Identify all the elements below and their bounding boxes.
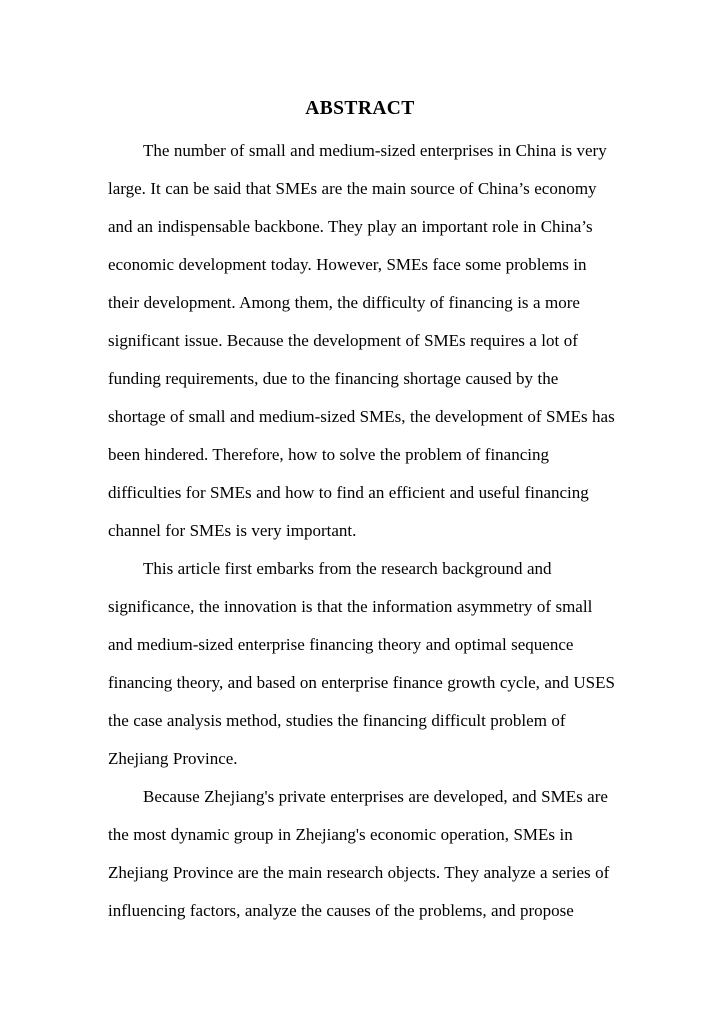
page-title: ABSTRACT: [305, 98, 415, 120]
abstract-body: [108, 132, 616, 930]
paragraph: This article first embarks from the research background and significance, the innovation is that the information asymmetry of small and medium-sized enterprise financing theory and optimal sequence financing theory, and based on enterprise finance growth cycle, and USES the case analysis method, studies the financing difficult problem of Zhejiang Province.: [108, 559, 615, 768]
paragraph: The number of small and medium-sized enterprises in China is very large. It can be said that SMEs are the main source of China’s economy and an indispensable backbone. They play an important role in China’s economic development today. However, SMEs face some problems in their development. Among them, the difficulty of financing is a more significant issue. Because the development of SMEs requires a lot of funding requirements, due to the financing shortage caused by the shortage of small and medium-sized SMEs, the development of SMEs has been hindered. Therefore, how to solve the problem of financing difficulties for SMEs and how to find an efficient and useful financing channel for SMEs is very important.: [108, 141, 615, 540]
paragraph: Because Zhejiang's private enterprises are developed, and SMEs are the most dynamic group in Zhejiang's economic operation, SMEs in Zhejiang Province are the main research objects. They analyze a series of influencing factors, analyze the causes of the problems, and propose: [108, 787, 610, 920]
